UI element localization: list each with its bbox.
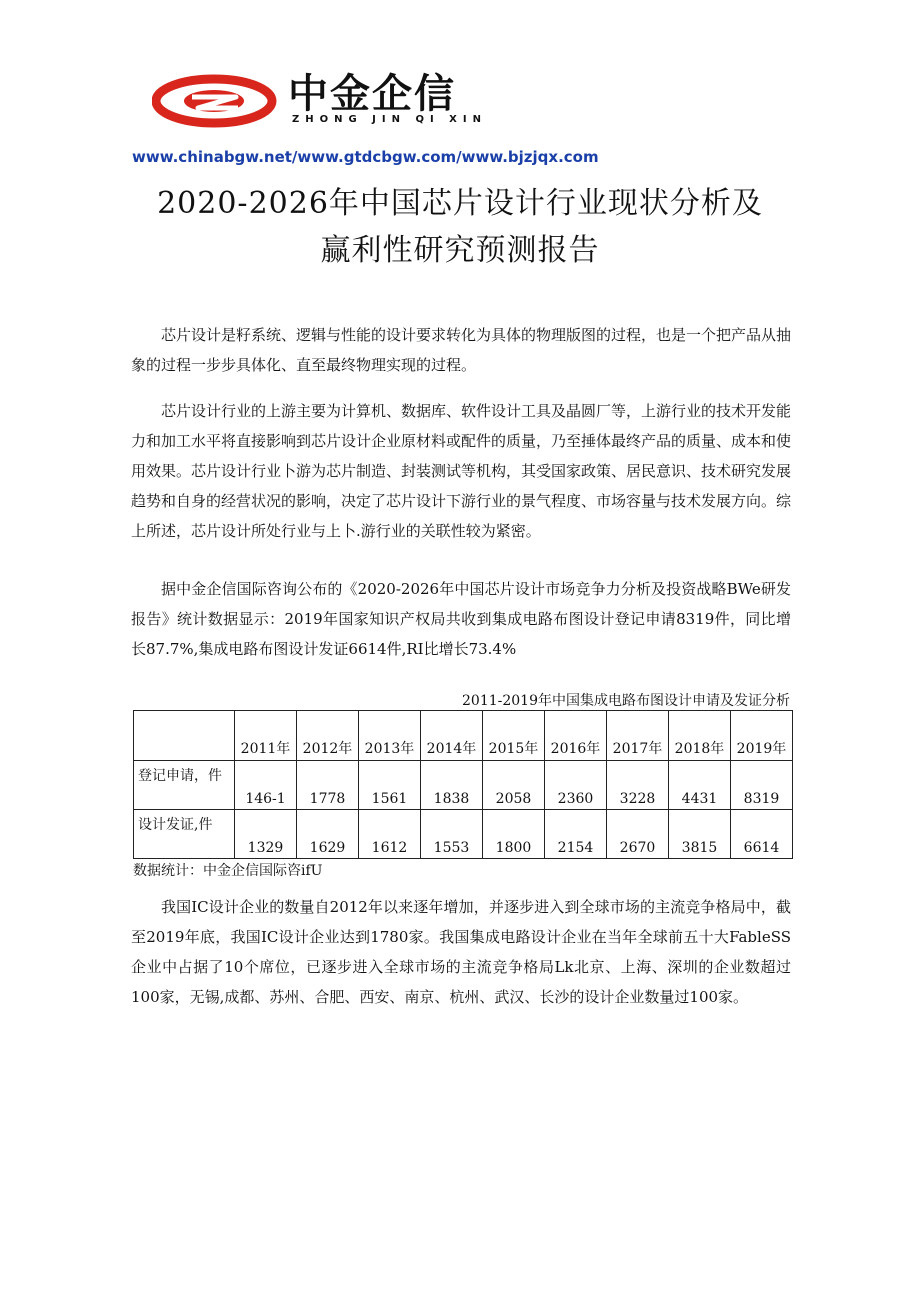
paragraph-ic-enterprises: 我国IC设计企业的数量自2012年以来逐年增加，并逐步进入到全球市场的主流竞争格局中，截至2019年底，我国IC设计企业达到1780家。我国集成电路设计企业在当年全球前五十大FableSS企业中占据了10个席位，已逐步进入全球市场的主流竞争格局Lk北京、上海、深圳的企业数超过100家，无锡,成都、苏州、合肥、西安、南京、杭州、武汉、长沙的设计企业数量过100家。: [131, 898, 791, 1006]
logo-swirl-icon: [152, 72, 282, 128]
website-links[interactable]: www.chinabgw.net/www.gtdcbgw.com/www.bjzjqx.com: [132, 148, 599, 166]
paragraph-definition: 芯片设计是籽系统、逻辑与性能的设计要求转化为具体的物理版图的过程，也是一个把产品从抽象的过程一步步具体化、直至最终物理实现的过程。: [131, 326, 792, 374]
table-cell: 2360: [545, 761, 607, 810]
table-row: [134, 761, 793, 810]
logo-chinese-text: 中金企信: [288, 71, 456, 117]
table-header-row: [134, 711, 793, 761]
table-cell: 146-1: [235, 761, 297, 810]
table-cell: 2154: [545, 810, 607, 859]
year-header: 2018年: [669, 711, 731, 761]
logo-english-text: ZHONG JIN QI XIN: [292, 114, 487, 125]
table-source-note: 数据统计：中金企信国际咨ifU: [133, 863, 323, 879]
year-header: 2015年: [483, 711, 545, 761]
table-cell: 4431: [669, 761, 731, 810]
table-cell: 8319: [731, 761, 793, 810]
year-header: 2017年: [607, 711, 669, 761]
year-header: 2011年: [235, 711, 297, 761]
report-title-line2: 赢利性研究预测报告: [320, 233, 600, 268]
report-title-line1: 2020-2026年中国芯片设计行业现状分析及: [157, 186, 763, 221]
year-header: 2014年: [421, 711, 483, 761]
company-logo: [152, 72, 552, 132]
table-row: [134, 810, 793, 859]
table-cell: 1612: [359, 810, 421, 859]
table-cell: 1800: [483, 810, 545, 859]
table-caption: 2011-2019年中国集成电路布图设计申请及发证分析: [462, 693, 790, 709]
paragraph-statistics: 据中金企信国际咨询公布的《2020-2026年中国芯片设计市场竞争力分析及投资战略BWe研发报告》统计数据显示：2019年国家知识产权局共收到集成电路布图设计登记申请8319件，同比增长87.7%,集成电路布图设计发证6614件,RI比增长73.4%: [131, 580, 791, 658]
table-cell: 1329: [235, 810, 297, 859]
table-cell: 3228: [607, 761, 669, 810]
table-cell: 6614: [731, 810, 793, 859]
year-header: 2012年: [297, 711, 359, 761]
table-cell: 1629: [297, 810, 359, 859]
year-header: 2016年: [545, 711, 607, 761]
table-cell: 2670: [607, 810, 669, 859]
data-table: [133, 710, 793, 859]
paragraph-industry-chain: 芯片设计行业的上游主要为计算机、数据库、软件设计工具及晶圆厂等，上游行业的技术开发能力和加工水平将直接影响到芯片设计企业原材料或配件的质量，乃至捶体最终产品的质量、成本和使用效果。芯片设计行业卜游为芯片制造、封装测试等机构，其受国家政策、居民意识、技术研究发展趋势和自身的经营状况的影响，决定了芯片设计下游行业的景气程度、市场容量与技术发展方向。综上所述，芯片设计所处行业与上卜.游行业的关联性较为紧密。: [131, 402, 792, 540]
row-label: 登记申请，件: [134, 761, 235, 810]
table-cell: 1561: [359, 761, 421, 810]
table-corner-cell: [134, 711, 235, 761]
table-cell: 2058: [483, 761, 545, 810]
year-header: 2019年: [731, 711, 793, 761]
table-cell: 3815: [669, 810, 731, 859]
table-cell: 1553: [421, 810, 483, 859]
year-header: 2013年: [359, 711, 421, 761]
row-label: 设计发证,件: [134, 810, 235, 859]
table-cell: 1838: [421, 761, 483, 810]
table-cell: 1778: [297, 761, 359, 810]
